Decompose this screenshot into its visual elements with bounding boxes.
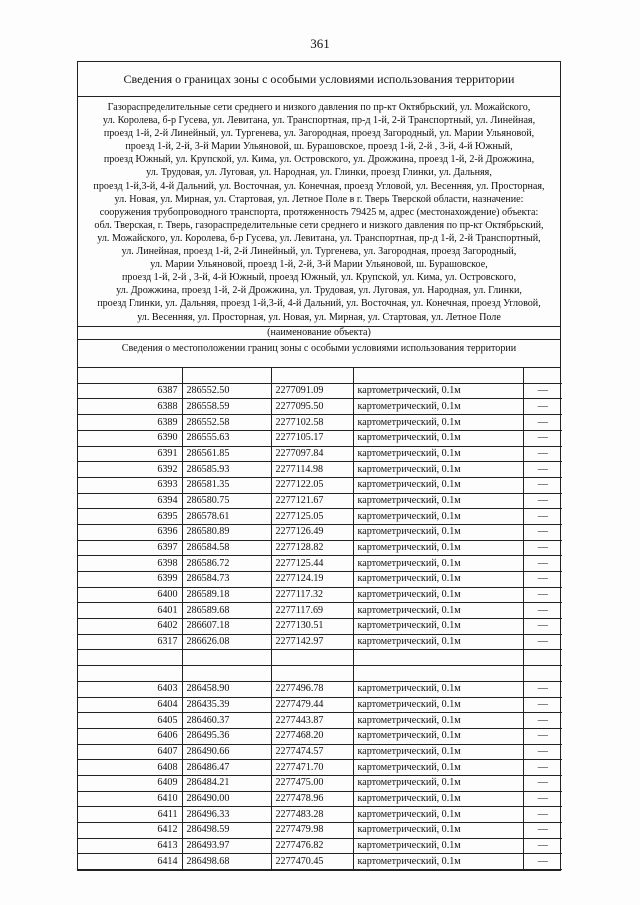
table-row xyxy=(78,462,562,478)
y-coordinate-cell: 2277122.05 xyxy=(271,477,353,493)
x-coordinate-cell: 286498.68 xyxy=(182,854,271,870)
description-line: проезд Глинки, ул. Дальняя, проезд 1-й,3-й, 4-й Дальний, ул. Восточная, ул. Конечная, проезд Угловой, xyxy=(97,298,541,310)
x-coordinate-cell: 286486.47 xyxy=(182,760,271,776)
empty-value-cell: — xyxy=(523,807,562,823)
empty-value-cell xyxy=(523,666,562,682)
description-line: ул. Весенняя, ул. Просторная, ул. Новая, ул. Мирная, ул. Стартовая, ул. Летное Поле xyxy=(137,311,501,323)
x-coordinate-cell: 286607.18 xyxy=(182,619,271,635)
document-frame xyxy=(77,61,561,871)
x-coordinate-cell: 286490.00 xyxy=(182,791,271,807)
method-cell: картометрический, 0.1м xyxy=(353,430,523,446)
table-row xyxy=(78,713,562,729)
method-cell xyxy=(353,368,523,384)
empty-value-cell: — xyxy=(523,524,562,540)
method-cell: картометрический, 0.1м xyxy=(353,556,523,572)
point-number-cell xyxy=(78,650,182,666)
point-number-cell: 6406 xyxy=(78,728,182,744)
y-coordinate-cell: 2277105.17 xyxy=(271,430,353,446)
empty-value-cell: — xyxy=(523,760,562,776)
empty-value-cell: — xyxy=(523,462,562,478)
x-coordinate-cell: 286490.66 xyxy=(182,744,271,760)
empty-value-cell: — xyxy=(523,477,562,493)
empty-value-cell: — xyxy=(523,744,562,760)
point-number-cell: 6389 xyxy=(78,415,182,431)
x-coordinate-cell: 286435.39 xyxy=(182,697,271,713)
method-cell: картометрический, 0.1м xyxy=(353,854,523,870)
x-coordinate-cell: 286561.85 xyxy=(182,446,271,462)
point-number-cell: 6407 xyxy=(78,744,182,760)
method-cell: картометрический, 0.1м xyxy=(353,619,523,635)
y-coordinate-cell: 2277470.45 xyxy=(271,854,353,870)
point-number-cell: 6317 xyxy=(78,634,182,650)
empty-value-cell: — xyxy=(523,838,562,854)
empty-value-cell: — xyxy=(523,713,562,729)
table-row xyxy=(78,807,562,823)
empty-value-cell: — xyxy=(523,556,562,572)
x-coordinate-cell: 286584.58 xyxy=(182,540,271,556)
table-row xyxy=(78,556,562,572)
method-cell: картометрический, 0.1м xyxy=(353,713,523,729)
point-number-cell: 6388 xyxy=(78,399,182,415)
y-coordinate-cell: 2277095.50 xyxy=(271,399,353,415)
table-row xyxy=(78,791,562,807)
y-coordinate-cell: 2277097.84 xyxy=(271,446,353,462)
method-cell: картометрический, 0.1м xyxy=(353,540,523,556)
y-coordinate-cell: 2277142.97 xyxy=(271,634,353,650)
y-coordinate-cell: 2277474.57 xyxy=(271,744,353,760)
y-coordinate-cell: 2277126.49 xyxy=(271,524,353,540)
empty-value-cell xyxy=(523,368,562,384)
point-number-cell xyxy=(78,368,182,384)
description-line: ул. Линейная, проезд 1-й, 2-й Линейный, ул. Тургенева, ул. Загородная, проезд Загородный, xyxy=(121,246,517,258)
point-number-cell: 6410 xyxy=(78,791,182,807)
table-row xyxy=(78,509,562,525)
description-line: проезд 1-й,3-й, 4-й Дальний, ул. Восточная, ул. Конечная, проезд Угловой, ул. Весенняя, ул. Просторная, xyxy=(93,180,545,192)
table-row xyxy=(78,572,562,588)
y-coordinate-cell: 2277125.05 xyxy=(271,509,353,525)
x-coordinate-cell: 286578.61 xyxy=(182,509,271,525)
table-row xyxy=(78,728,562,744)
description-line: ул. Можайского, ул. Королева, б-р Гусева, ул. Левитана, ул. Транспортная, пр-д 1-й, 2-й Транспортный, xyxy=(97,232,541,244)
table-row xyxy=(78,446,562,462)
empty-value-cell: — xyxy=(523,791,562,807)
x-coordinate-cell: 286581.35 xyxy=(182,477,271,493)
empty-value-cell: — xyxy=(523,572,562,588)
y-coordinate-cell: 2277130.51 xyxy=(271,619,353,635)
method-cell: картометрический, 0.1м xyxy=(353,477,523,493)
description-line: проезд 1-й, 2-й Линейный, ул. Тургенева, ул. Загородная, проезд Загородный, ул. Марии Ульяновой, xyxy=(103,128,535,140)
y-coordinate-cell: 2277443.87 xyxy=(271,713,353,729)
method-cell: картометрический, 0.1м xyxy=(353,587,523,603)
empty-value-cell: — xyxy=(523,430,562,446)
method-cell: картометрический, 0.1м xyxy=(353,744,523,760)
point-number-cell: 6397 xyxy=(78,540,182,556)
empty-value-cell: — xyxy=(523,493,562,509)
x-coordinate-cell: 286586.72 xyxy=(182,556,271,572)
table-row xyxy=(78,415,562,431)
page-number: 361 xyxy=(310,36,330,51)
x-coordinate-cell: 286584.73 xyxy=(182,572,271,588)
table-row xyxy=(78,493,562,509)
y-coordinate-cell: 2277483.28 xyxy=(271,807,353,823)
method-cell: картометрический, 0.1м xyxy=(353,634,523,650)
y-coordinate-cell: 2277124.19 xyxy=(271,572,353,588)
empty-value-cell: — xyxy=(523,383,562,399)
x-coordinate-cell: 286585.93 xyxy=(182,462,271,478)
description-line: ул. Королева, б-р Гусева, ул. Левитана, ул. Транспортная, пр-д 1-й, 2-й Транспортный, ул. Линейная, xyxy=(102,115,536,127)
point-number-cell: 6414 xyxy=(78,854,182,870)
point-number-cell: 6391 xyxy=(78,446,182,462)
table-row xyxy=(78,775,562,791)
x-coordinate-cell: 286552.58 xyxy=(182,415,271,431)
table-row xyxy=(78,383,562,399)
point-number-cell: 6405 xyxy=(78,713,182,729)
y-coordinate-cell: 2277121.67 xyxy=(271,493,353,509)
description-line: ул. Трудовая, ул. Луговая, ул. Народная, ул. Глинки, проезд Глинки, ул. Дальняя, xyxy=(146,167,492,179)
empty-value-cell: — xyxy=(523,775,562,791)
empty-value-cell: — xyxy=(523,681,562,697)
point-number-cell: 6399 xyxy=(78,572,182,588)
point-number-cell: 6400 xyxy=(78,587,182,603)
point-number-cell: 6404 xyxy=(78,697,182,713)
y-coordinate-cell xyxy=(271,650,353,666)
table-row xyxy=(78,368,562,384)
point-number-cell: 6395 xyxy=(78,509,182,525)
point-number-cell: 6412 xyxy=(78,823,182,839)
method-cell: картометрический, 0.1м xyxy=(353,399,523,415)
x-coordinate-cell: 286460.37 xyxy=(182,713,271,729)
table-row xyxy=(78,540,562,556)
document-title: Сведения о границах зоны с особыми условиями использования территории xyxy=(78,62,560,97)
table-row xyxy=(78,634,562,650)
empty-value-cell: — xyxy=(523,634,562,650)
method-cell: картометрический, 0.1м xyxy=(353,838,523,854)
empty-value-cell: — xyxy=(523,728,562,744)
empty-value-cell: — xyxy=(523,823,562,839)
point-number-cell: 6393 xyxy=(78,477,182,493)
point-number-cell: 6413 xyxy=(78,838,182,854)
method-cell: картометрический, 0.1м xyxy=(353,524,523,540)
point-number-cell: 6396 xyxy=(78,524,182,540)
coordinates-table xyxy=(78,368,562,871)
method-cell: картометрический, 0.1м xyxy=(353,572,523,588)
table-row xyxy=(78,744,562,760)
y-coordinate-cell: 2277114.98 xyxy=(271,462,353,478)
table-row xyxy=(78,838,562,854)
description-line: ул. Дрожжина, проезд 1-й, 2-й Дрожжина, ул. Трудовая, ул. Луговая, ул. Народная, ул. Глинки, xyxy=(116,285,522,297)
object-name-label: (наименование объекта) xyxy=(78,327,560,340)
method-cell: картометрический, 0.1м xyxy=(353,760,523,776)
point-number-cell: 6394 xyxy=(78,493,182,509)
point-number-cell: 6392 xyxy=(78,462,182,478)
description-line: ул. Марии Ульяновой, проезд 1-й, 2-й, 3-й Марии Ульяновой, ш. Бурашовское, xyxy=(150,259,488,271)
method-cell: картометрический, 0.1м xyxy=(353,493,523,509)
x-coordinate-cell: 286493.97 xyxy=(182,838,271,854)
empty-value-cell: — xyxy=(523,446,562,462)
description-line: ул. Новая, ул. Мирная, ул. Стартовая, ул. Летное Поле в г. Тверь Тверской области, назначение: xyxy=(114,193,524,205)
x-coordinate-cell: 286496.33 xyxy=(182,807,271,823)
point-number-cell: 6411 xyxy=(78,807,182,823)
method-cell: картометрический, 0.1м xyxy=(353,509,523,525)
table-row xyxy=(78,477,562,493)
x-coordinate-cell: 286626.08 xyxy=(182,634,271,650)
y-coordinate-cell: 2277125.44 xyxy=(271,556,353,572)
point-number-cell xyxy=(78,666,182,682)
object-description xyxy=(78,97,560,327)
empty-value-cell: — xyxy=(523,399,562,415)
method-cell: картометрический, 0.1м xyxy=(353,728,523,744)
table-row xyxy=(78,430,562,446)
table-row xyxy=(78,666,562,682)
empty-value-cell: — xyxy=(523,854,562,870)
table-row xyxy=(78,760,562,776)
table-row xyxy=(78,619,562,635)
x-coordinate-cell: 286458.90 xyxy=(182,681,271,697)
point-number-cell: 6402 xyxy=(78,619,182,635)
x-coordinate-cell: 286552.50 xyxy=(182,383,271,399)
method-cell xyxy=(353,666,523,682)
empty-value-cell: — xyxy=(523,415,562,431)
x-coordinate-cell: 286495.36 xyxy=(182,728,271,744)
y-coordinate-cell xyxy=(271,666,353,682)
point-number-cell: 6390 xyxy=(78,430,182,446)
method-cell: картометрический, 0.1м xyxy=(353,383,523,399)
method-cell: картометрический, 0.1м xyxy=(353,807,523,823)
y-coordinate-cell: 2277479.98 xyxy=(271,823,353,839)
x-coordinate-cell: 286589.68 xyxy=(182,603,271,619)
method-cell: картометрический, 0.1м xyxy=(353,791,523,807)
table-row xyxy=(78,650,562,666)
table-row xyxy=(78,697,562,713)
x-coordinate-cell xyxy=(182,666,271,682)
description-line: проезд 1-й, 2-й , 3-й, 4-й Южный, проезд Южный, ул. Крупской, ул. Кима, ул. Островского, xyxy=(122,272,516,284)
point-number-cell: 6401 xyxy=(78,603,182,619)
table-row xyxy=(78,854,562,870)
y-coordinate-cell: 2277496.78 xyxy=(271,681,353,697)
section-title: Сведения о местоположении границ зоны с особыми условиями использования территории xyxy=(78,340,560,368)
x-coordinate-cell: 286498.59 xyxy=(182,823,271,839)
y-coordinate-cell: 2277117.69 xyxy=(271,603,353,619)
description-line: сооружения трубопроводного транспорта, протяженность 79425 м, адрес (местонахождение) объекта: xyxy=(99,206,539,218)
point-number-cell: 6387 xyxy=(78,383,182,399)
point-number-cell: 6403 xyxy=(78,681,182,697)
method-cell: картометрический, 0.1м xyxy=(353,415,523,431)
method-cell: картометрический, 0.1м xyxy=(353,697,523,713)
empty-value-cell: — xyxy=(523,697,562,713)
point-number-cell: 6408 xyxy=(78,760,182,776)
y-coordinate-cell: 2277479.44 xyxy=(271,697,353,713)
empty-value-cell xyxy=(523,650,562,666)
table-row xyxy=(78,399,562,415)
y-coordinate-cell: 2277091.09 xyxy=(271,383,353,399)
y-coordinate-cell: 2277128.82 xyxy=(271,540,353,556)
y-coordinate-cell: 2277117.32 xyxy=(271,587,353,603)
description-line: обл. Тверская, г. Тверь, газораспределительные сети среднего и низкого давления по пр-кт Октябрьский, xyxy=(94,219,544,231)
x-coordinate-cell: 286580.89 xyxy=(182,524,271,540)
x-coordinate-cell xyxy=(182,650,271,666)
table-row xyxy=(78,587,562,603)
empty-value-cell: — xyxy=(523,603,562,619)
table-row xyxy=(78,823,562,839)
y-coordinate-cell: 2277475.00 xyxy=(271,775,353,791)
method-cell: картометрический, 0.1м xyxy=(353,446,523,462)
y-coordinate-cell: 2277476.82 xyxy=(271,838,353,854)
point-number-cell: 6398 xyxy=(78,556,182,572)
y-coordinate-cell: 2277468.20 xyxy=(271,728,353,744)
x-coordinate-cell: 286589.18 xyxy=(182,587,271,603)
description-line: проезд 1-й, 2-й, 3-й Марии Ульяновой, ш. Бурашовское, проезд 1-й, 2-й , 3-й, 4-й Южный, xyxy=(125,141,513,153)
x-coordinate-cell xyxy=(182,368,271,384)
method-cell: картометрический, 0.1м xyxy=(353,823,523,839)
description-line: проезд Южный, ул. Крупской, ул. Кима, ул. Островского, ул. Дрожжина, проезд 1-й, 2-й Дрожжина, xyxy=(103,154,535,166)
method-cell: картометрический, 0.1м xyxy=(353,775,523,791)
empty-value-cell: — xyxy=(523,587,562,603)
x-coordinate-cell: 286558.59 xyxy=(182,399,271,415)
method-cell: картометрический, 0.1м xyxy=(353,681,523,697)
table-row xyxy=(78,681,562,697)
table-row xyxy=(78,524,562,540)
description-line: Газораспределительные сети среднего и низкого давления по пр-кт Октябрьский, ул. Можайского, xyxy=(107,102,531,113)
method-cell: картометрический, 0.1м xyxy=(353,462,523,478)
x-coordinate-cell: 286580.75 xyxy=(182,493,271,509)
point-number-cell: 6409 xyxy=(78,775,182,791)
y-coordinate-cell: 2277478.96 xyxy=(271,791,353,807)
empty-value-cell: — xyxy=(523,540,562,556)
y-coordinate-cell xyxy=(271,368,353,384)
method-cell xyxy=(353,650,523,666)
table-row xyxy=(78,603,562,619)
method-cell: картометрический, 0.1м xyxy=(353,603,523,619)
y-coordinate-cell: 2277471.70 xyxy=(271,760,353,776)
y-coordinate-cell: 2277102.58 xyxy=(271,415,353,431)
x-coordinate-cell: 286484.21 xyxy=(182,775,271,791)
empty-value-cell: — xyxy=(523,509,562,525)
empty-value-cell: — xyxy=(523,619,562,635)
x-coordinate-cell: 286555.63 xyxy=(182,430,271,446)
